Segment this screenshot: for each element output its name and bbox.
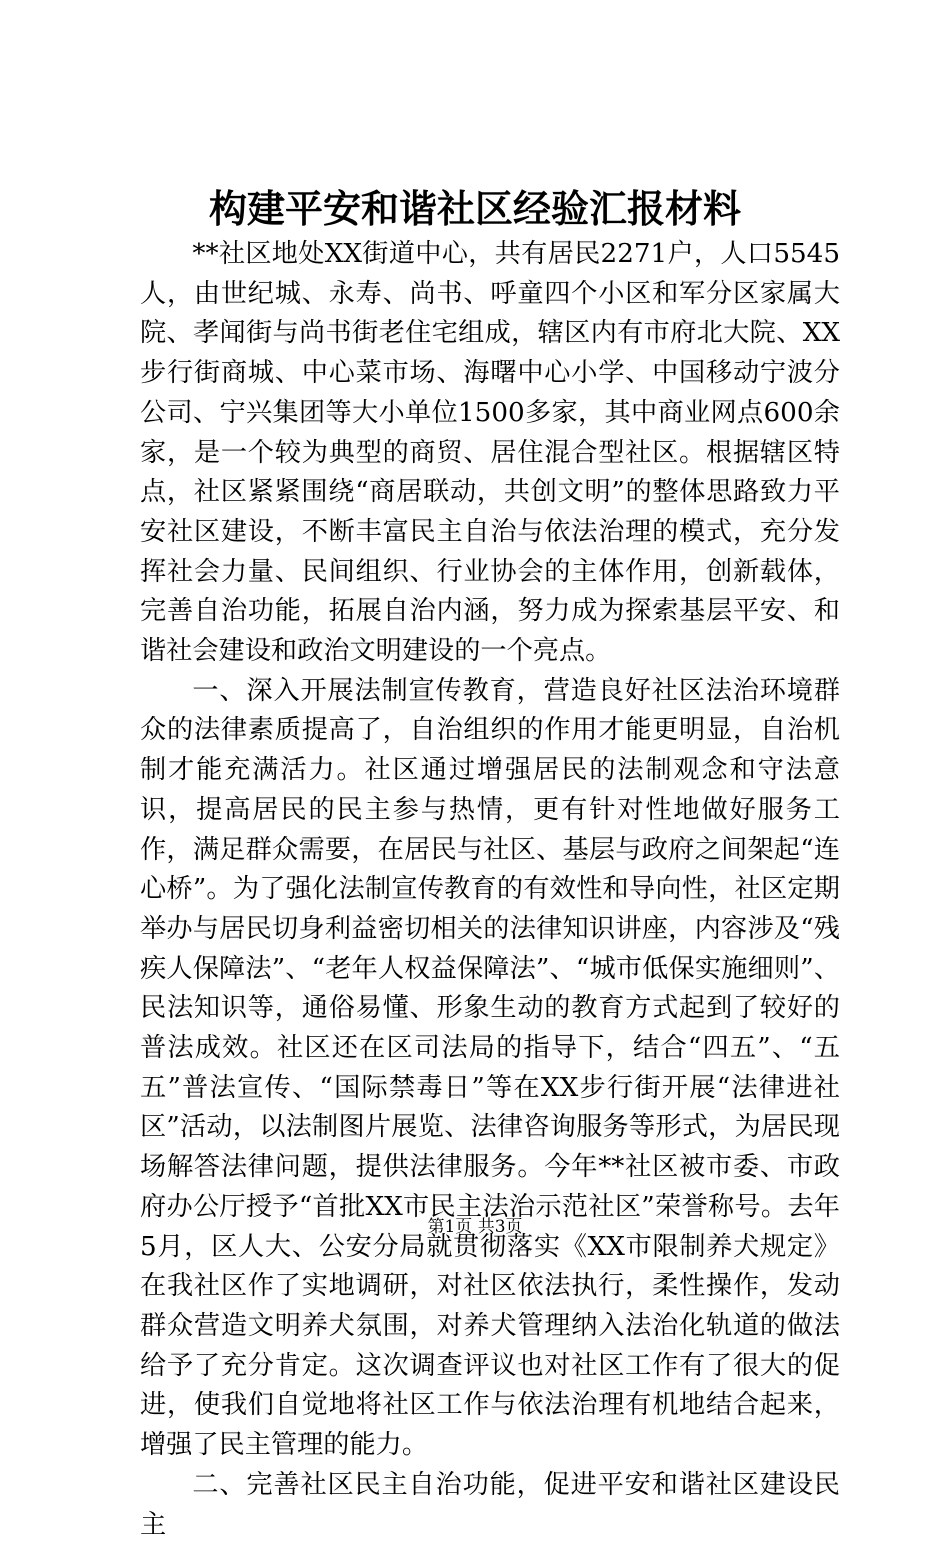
document-title: 构建平安和谐社区经验汇报材料 <box>208 186 741 231</box>
page-number-footer: 第1页 共3页 <box>427 1217 523 1237</box>
paragraph-section-one: 一、深入开展法制宣传教育，营造良好社区法治环境群众的法律素质提高了，自治组织的作用才能更明显，自治机制才能充满活力。社区通过增强居民的法制观念和守法意识，提高居民的民主参与热情，更有针对性地做好服务工作，满足群众需要，在居民与社区、基层与政府之间架起“连心桥”。为了强化法制宣传教育的有效性和导向性，社区定期举办与居民切身利益密切相关的法律知识讲座，内容涉及“残疾人保障法”、“老年人权益保障法”、“城市低保实施细则”、民法知识等，通俗易懂、形象生动的教育方式起到了较好的普法成效。社区还在区司法局的指导下，结合“四五”、“五五”普法宣传、“国际禁毒日”等在XX步行街开展“法律进社区”活动，以法制图片展览、法律咨询服务等形式，为居民现场解答法律问题，提供法律服务。今年**社区被市委、市政府办公厅授予“首批XX市民主法治示范社区”荣誉称号。去年5月，区人大、公安分局就贯彻落实《XX市限制养犬规定》在我社区作了实地调研，对社区依法执行，柔性操作，发动群众营造文明养犬氛围，对养犬管理纳入法治化轨道的做法给予了充分肯定。这次调查评议也对社区工作有了很大的促进，使我们自觉地将社区工作与依法治理有机地结合起来，增强了民主管理的能力。 <box>140 675 840 1461</box>
paragraph-intro: **社区地处XX街道中心，共有居民2271户，人口5545人，由世纪城、永寿、尚书、呼童四个小区和军分区家属大院、孝闻街与尚书街老住宅组成，辖区内有市府北大院、XX步行街商城、中心菜市场、海曙中心小学、中国移动宁波分公司、宁兴集团等大小单位1500多家，其中商业网点600余家，是一个较为典型的商贸、居住混合型社区。根据辖区特点，社区紧紧围绕“商居联动，共创文明”的整体思路致力平安社区建设，不断丰富民主自治与依法治理的模式，充分发挥社会力量、民间组织、行业协会的主体作用，创新载体，完善自治功能，拓展自治内涵，努力成为探索基层平安、和谐社会建设和政治文明建设的一个亮点。 <box>140 239 840 667</box>
document-body <box>140 235 840 1545</box>
paragraph-section-two: 二、完善社区民主自治功能，促进平安和谐社区建设民主 <box>140 1469 840 1540</box>
